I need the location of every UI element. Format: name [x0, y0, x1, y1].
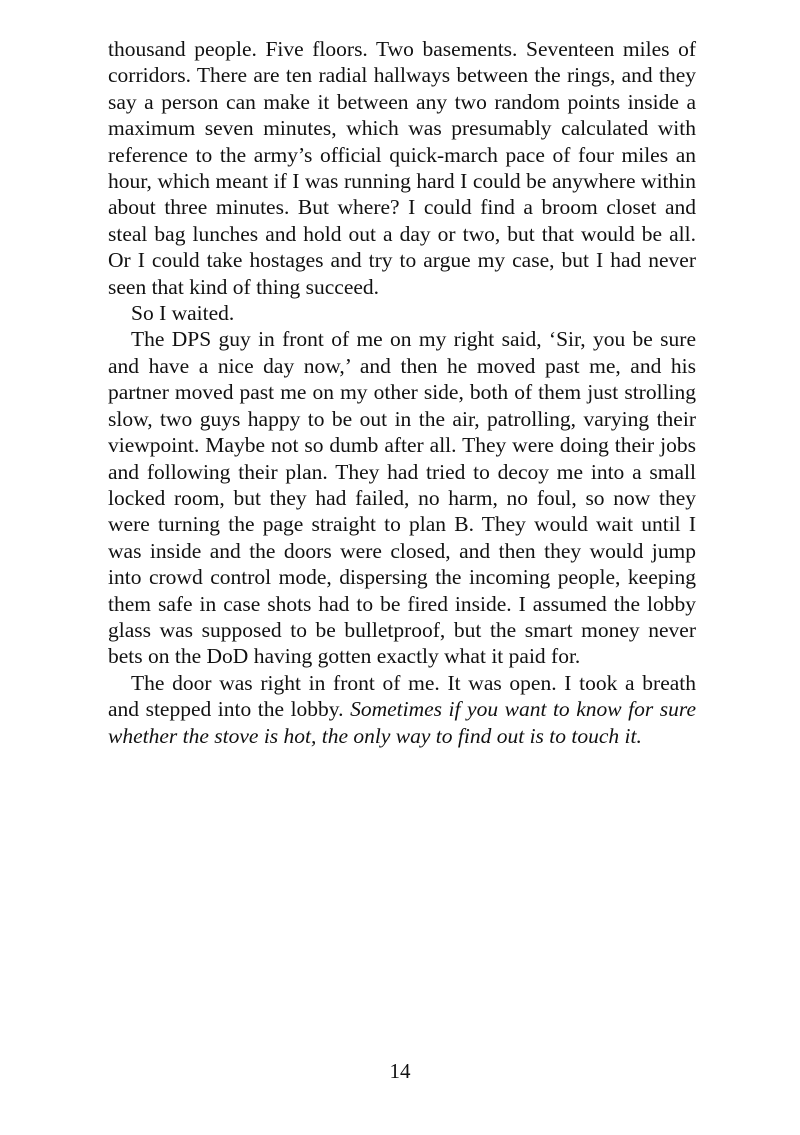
paragraph-1: thousand people. Five floors. Two basements. Seventeen miles of corridors. There are ten radial hallways between the rings, and they say a person can make it between any two random points inside a maximum seven minutes, which was presumably calculated with reference to the army’s official quick-march pace of four miles an hour, which meant if I was running hard I could be anywhere within about three minutes. But where? I could find a broom closet and steal bag lunches and hold out a day or two, but that would be all. Or I could take hostages and try to argue my case, but I had never seen that kind of thing succeed.	[108, 37, 696, 299]
paragraph-2: So I waited.	[131, 301, 235, 326]
paragraph-4-roman: The door was right in front of me. It was open. I took a breath and stepped into the lobby.	[108, 670, 696, 722]
paragraph-4	[108, 670, 696, 749]
page-body	[108, 36, 696, 749]
paragraph-4-italic: Sometimes if you want to know for sure whether the stove is hot, the only way to find out is to touch it.	[108, 697, 696, 748]
paragraph-3: The DPS guy in front of me on my right said, ‘Sir, you be sure and have a nice day now,’ and then he moved past me, and his partner moved past me on my other side, both of them just strolling slow, two guys happy to be out in the air, patrolling, varying their viewpoint. Maybe not so dumb after all. They were doing their jobs and following their plan. They had tried to decoy me into a small locked room, but they had failed, no harm, no foul, so now they were turning the page straight to plan B. They would wait until I was inside and the doors were closed, and then they would jump into crowd control mode, dispersing the incoming people, keeping them safe in case shots had to be fired inside. I assumed the lobby glass was supposed to be bulletproof, but the smart money never bets on the DoD having gotten exactly what it paid for.	[108, 327, 696, 669]
page-number: 14	[389, 1059, 411, 1083]
